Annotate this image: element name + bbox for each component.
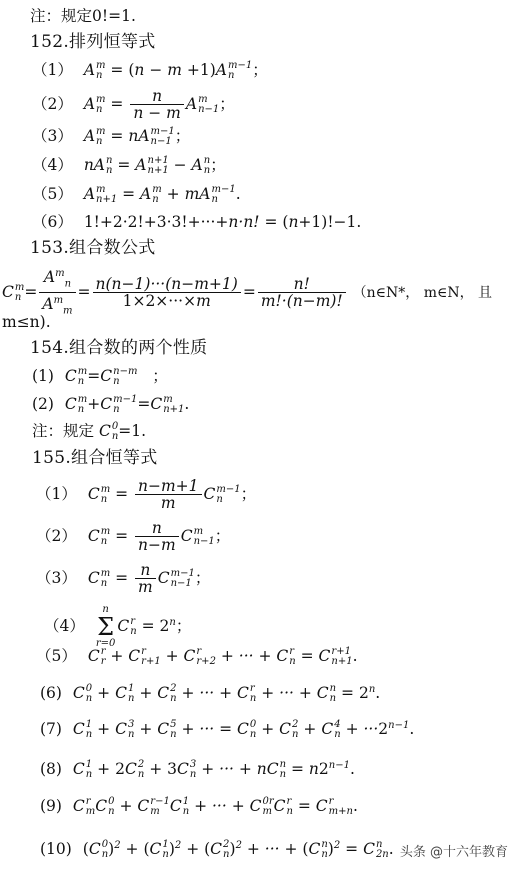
- formula-155-1: （1） C m n = $\frac{n-m+1}{m}$ C m−1 n ；: [36, 477, 257, 512]
- formula-152-4: （4） nA n n = A n+1 n+1 − A n n ；: [32, 155, 226, 176]
- formula-155-8: (8) C 1 n + 2C 2 n + 3C 3 n + ··· + nC n n = $n2^{n-1}$.: [40, 759, 355, 781]
- note-text: 注：规定0!=1.: [30, 7, 136, 25]
- formula-152-1: （1） A m n = (n − m +1)A m−1 n ；: [32, 60, 268, 81]
- section-154-title: 154.组合数的两个性质: [30, 338, 208, 358]
- section-155-title: 155.组合恒等式: [32, 448, 158, 468]
- formula-155-7: (7) C 1 n + C 3 n + C 5 n + ··· = C 0 n + C 2 n + C 4 n + $\cdot\cdot\cdot 2^{n-1}$.: [40, 719, 415, 741]
- formula-155-4: （4） n Σ r=0 C r n = $2^n$；: [44, 604, 192, 649]
- watermark: 头条 @十六年教育: [399, 845, 508, 860]
- formula-155-10: (10) (C 0 n )$^2$ + (C 1 n )$^2$ + (C 2 n )$^2$ + ··· + (C n n )$^2$ = C n 2n .: [40, 839, 394, 861]
- formula-152-5: （5） A m n+1 = A m n + mA m−1 n .: [32, 184, 241, 205]
- formula-152-2: （2） A m n = $\frac{n}{n - m}$ A m n−1 ；: [32, 87, 235, 122]
- note-zero-choose: 注：规定 C 0 n =1.: [32, 421, 147, 442]
- formula-153: C m n = $\frac{A^m_n}{A^m_m}$ = $\frac{n(n-1)\cdot\cdot\cdot(n-m+1)}{1\times 2\times\cdot\cdot\cdot\times m}$ = $\frac{n!}{m!\cdot(n-m)!}$ （n∈N*， m∈N， 且: [2, 268, 493, 317]
- note-factorial: [30, 6, 136, 26]
- formula-153-cond: m≤n).: [2, 313, 51, 331]
- section-152-title: 152.排列恒等式: [30, 32, 156, 52]
- formula-154-1: (1) C m n =C n−m n ；: [32, 366, 168, 387]
- formula-152-3: （3） A m n = nA m−1 n−1 ；: [32, 126, 191, 147]
- formula-155-6: (6) C 0 n + C 1 n + C 2 n + ··· + C r n + ··· + C n n = $2^n$.: [40, 683, 381, 705]
- formula-152-6: （6） 1!+2·2!+3·3!+···+n·n! = (n+1)!−1.: [32, 213, 362, 231]
- formula-154-2: (2) C m n +C m−1 n =C m n+1 .: [32, 394, 190, 415]
- formula-155-2: （2） C m n = $\frac{n}{n-m}$ C m n−1 ；: [36, 519, 231, 554]
- formula-155-3: （3） C m n = $\frac{n}{m}$ C m−1 n−1 ；: [36, 561, 211, 596]
- section-153-title: 153.组合数公式: [30, 238, 156, 258]
- formula-155-5: （5） C r r + C r r+1 + C r r+2 + ··· + C r n = C r+1 n+1 .: [36, 646, 358, 667]
- formula-155-9: (9) C r m C 0 n + C r−1 m C 1 n + ··· + C 0r m C r n = C r m+n .: [40, 796, 358, 817]
